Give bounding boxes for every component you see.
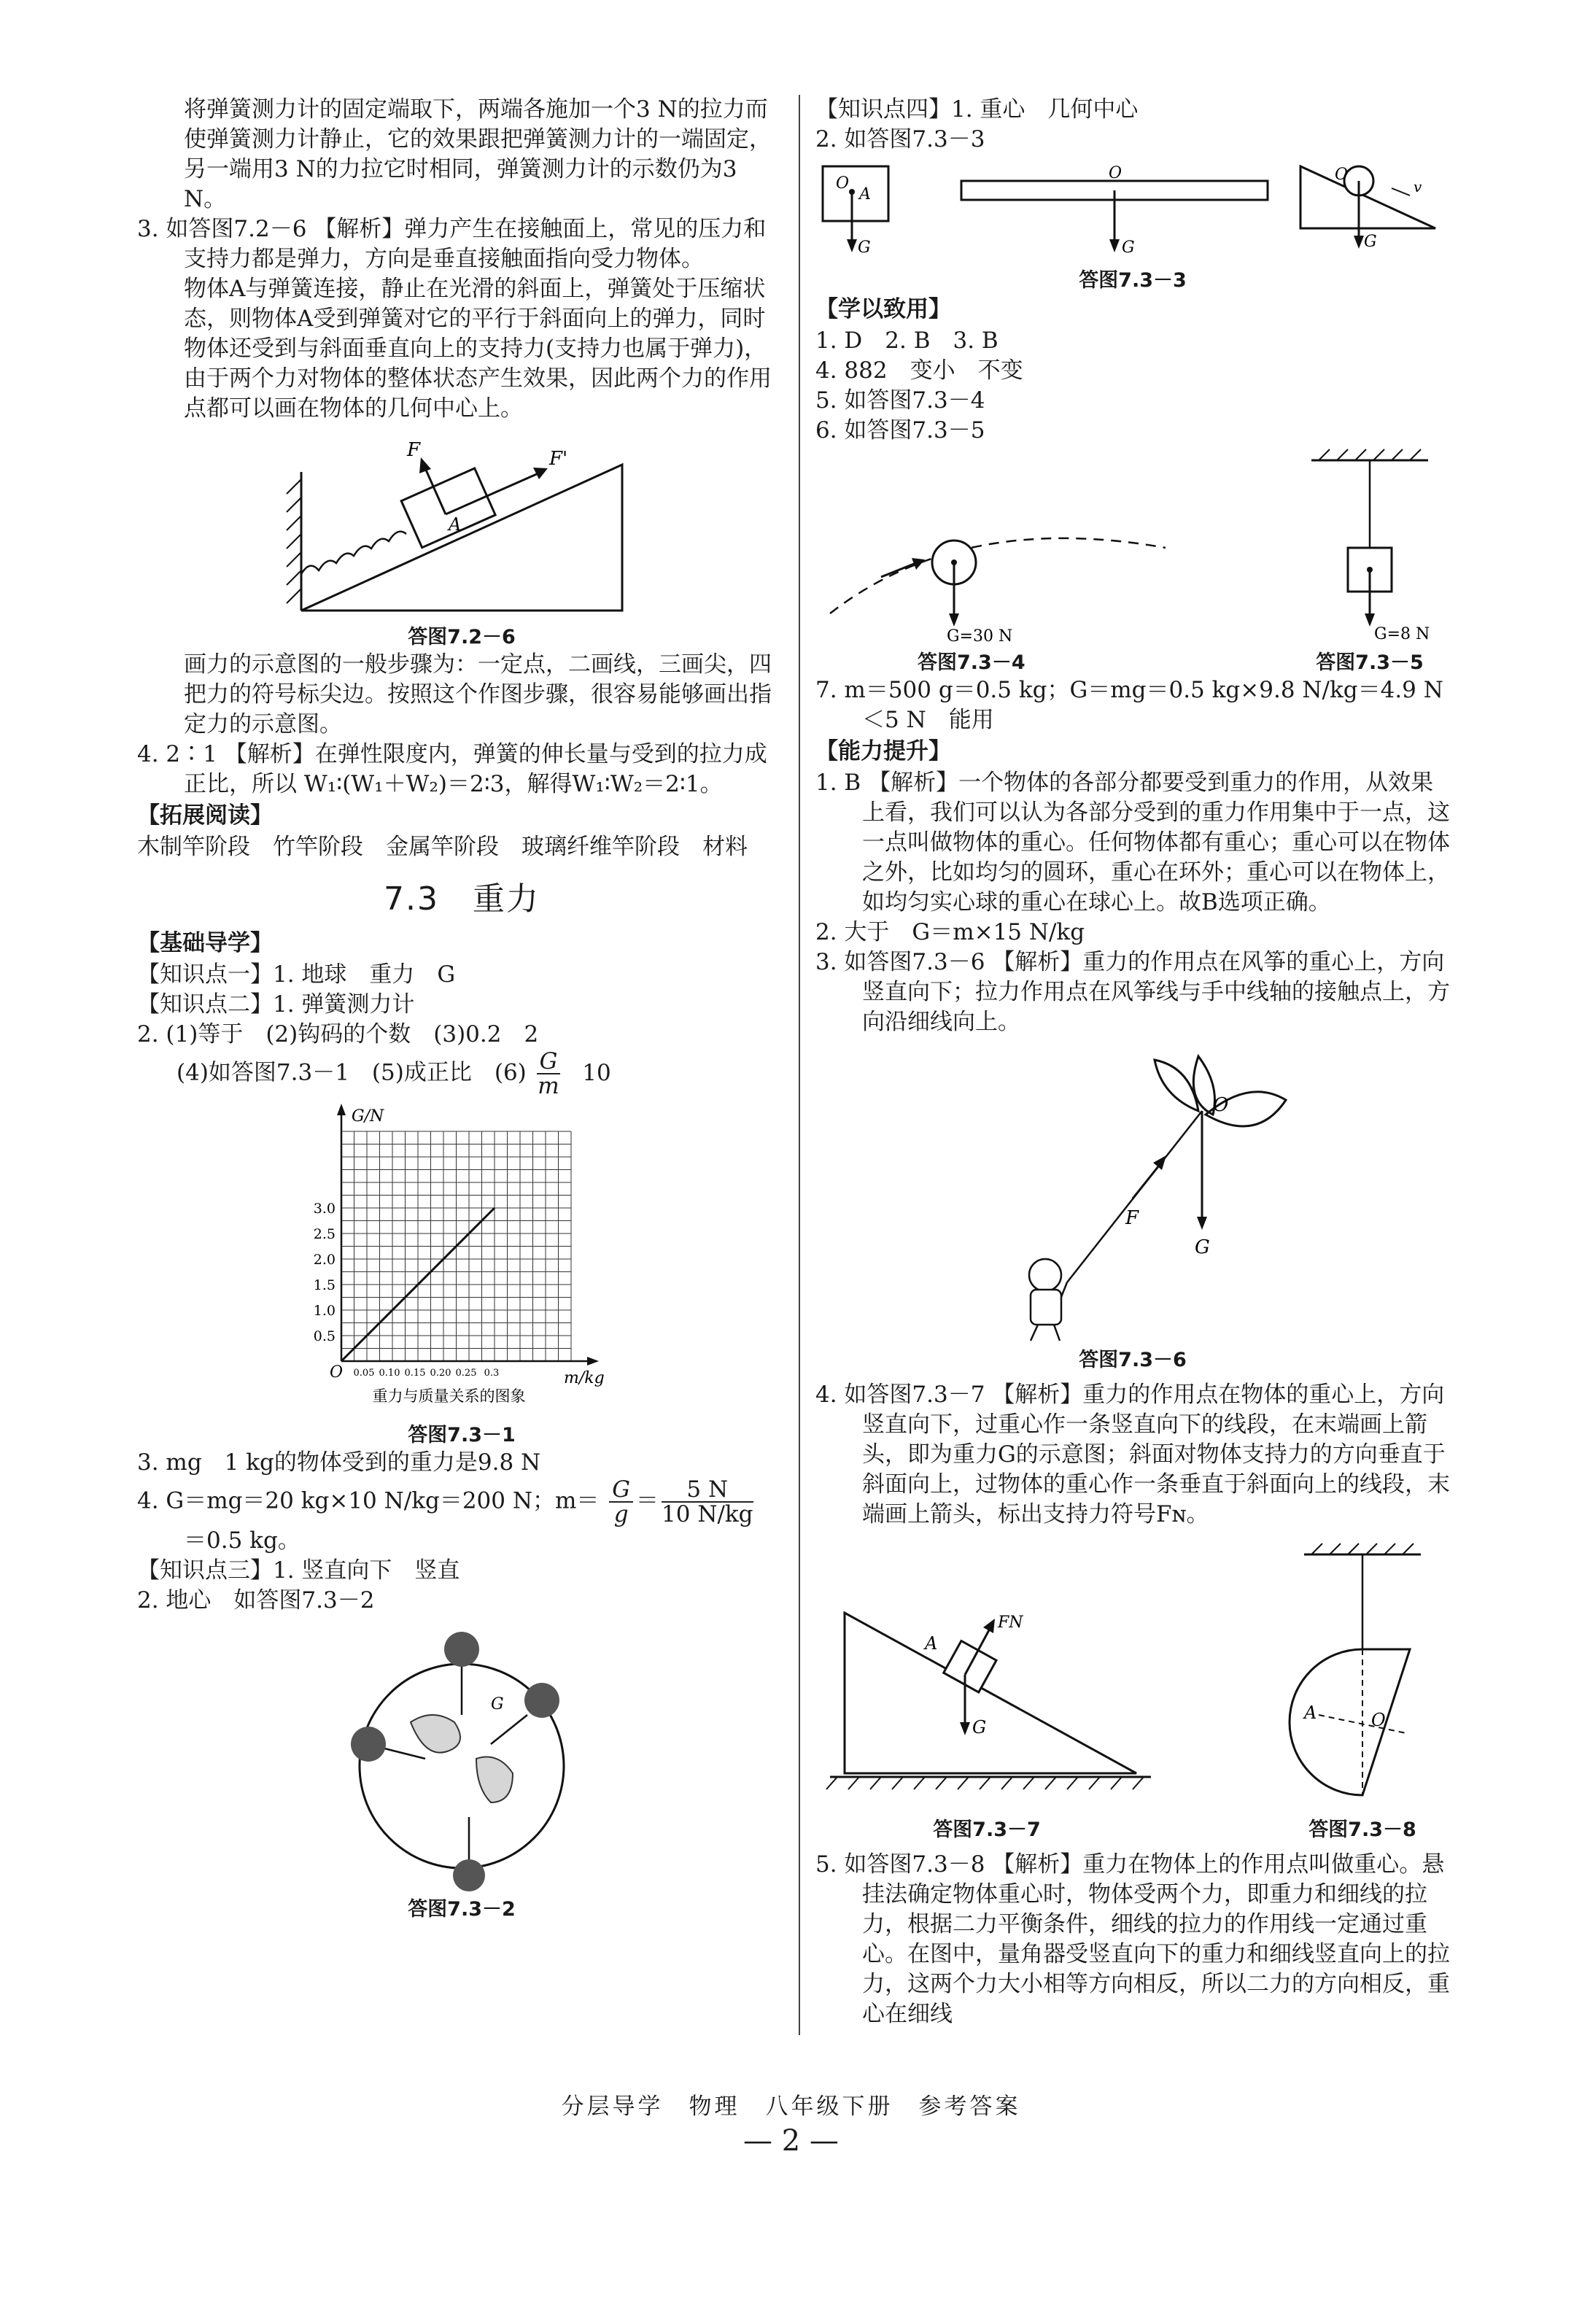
figure-7-3-5-wrap [1290,446,1450,675]
label-A: A [1304,1703,1317,1723]
label-G: G [491,1695,504,1713]
figures-7-3-4-and-5 [815,446,1450,675]
knowledge-point-4: 【知识点四】1. 重心 几何中心 [815,96,1139,123]
figures-7-3-7-and-8 [815,1540,1450,1843]
figure-7-3-4 [815,468,1180,643]
label-O-2: O [1109,164,1122,182]
label-v: v [1414,178,1422,195]
figure-7-3-7 [815,1569,1158,1810]
knowledge-point-2: 【知识点二】1. 弹簧测力计 [137,991,415,1018]
knowledge-point-3: 【知识点三】1. 竖直向下 竖直 [137,1557,460,1584]
kp2-item-2b-text: (4)如答图7.3－1 (5)成正比 (6) [177,1059,527,1086]
kp2-item-2b [137,1050,786,1098]
figure-7-3-6-caption: 答图7.3－6 [1079,1349,1187,1371]
fraction-denominator: m [538,1073,559,1099]
figure-7-2-6-caption: 答图7.2－6 [408,626,516,648]
x-axis-arrow [587,1357,599,1366]
figure-7-3-5-caption: 答图7.3－5 [1316,651,1424,674]
x-tick-label: 0.05 [353,1368,375,1379]
apply-6: 6. 如答图7.3－5 [815,417,985,444]
y-tick-label: 1.5 [313,1277,336,1293]
y-tick-label: 2.5 [313,1226,336,1242]
label-G-3: G [1364,233,1377,251]
kp3-item-2: 2. 地心 如答图7.3－2 [137,1587,375,1614]
label-F: F [407,439,421,461]
label-A: A [449,514,462,535]
figure-7-3-6 [958,1042,1308,1348]
figure-7-3-4-caption: 答图7.3－4 [918,651,1025,674]
figure-7-3-8 [1275,1540,1450,1810]
label-O: O [1213,1094,1229,1116]
fraction-5N-num: 5 N [662,1478,753,1503]
figure-7-3-4-wrap [815,468,1180,675]
left-para-2: 画力的示意图的一般步骤为：一定点，二画线，三画尖，四把力的符号标尖边。按照这个作图步骤，很容易能够画出指定力的示意图。 [184,651,772,737]
extended-reading-text: 木制竿阶段 竹竿阶段 金属竿阶段 玻璃纤维竿阶段 材料 [137,834,748,860]
chart-caption: 答图7.3－1 [408,1424,516,1446]
figure-7-3-3 [815,159,1443,268]
figure-7-3-2-caption: 答图7.3－2 [408,1898,516,1921]
figure-7-3-7-wrap [815,1569,1158,1843]
fraction-G-over-m [537,1050,561,1098]
x-tick-label: 0.25 [455,1368,477,1379]
ability-1: 1. B 【解析】一个物体的各部分都要受到重力的作用，从效果上看，我们可以认为各部分受到的重力作用集中于一点，这一点叫做物体的重心。任何物体都有重心；重心可以在物体之外，比如均匀的圆环，重心在环外；重心可以在物体上，如均匀实心球的重心在球心上。故B选项正确。 [815,770,1450,915]
kp2-item-2b-value: 10 [582,1059,611,1086]
origin-label: O [330,1363,344,1382]
y-tick-label: 2.0 [313,1252,336,1268]
label-O-3: O [1335,166,1349,184]
chart-title: 重力与质量关系的图象 [372,1387,526,1405]
label-O: O [1371,1710,1386,1730]
answer-4-calc-text: 4. G＝mg＝20 kg×10 N/kg＝200 N；m＝ [137,1487,600,1514]
label-G-2: G [1122,239,1135,257]
y-axis-label: G/N [352,1107,384,1126]
label-A: A [925,1633,938,1654]
y-tick-label: 1.0 [313,1303,336,1319]
answer-3: 3. 如答图7.2－6 【解析】弹力产生在接触面上，常见的压力和支持力都是弹力，方向是垂直接触面指向受力物体。 [137,216,767,272]
left-column [137,95,786,1922]
x-axis-label: m/kg [564,1369,605,1387]
apply-5: 5. 如答图7.3－4 [815,387,985,414]
section-title: 7.3 重力 [384,880,540,918]
answer-4-result: ＝0.5 kg。 [184,1527,300,1554]
fraction-5N-over-10 [662,1478,753,1526]
kp4-item-2: 2. 如答图7.3－3 [815,126,985,152]
x-tick-label: 0.10 [379,1368,400,1379]
fraction-G-over-g [609,1478,633,1526]
answer-3-detail: 物体A与弹簧连接，静止在光滑的斜面上，弹簧处于压缩状态，则物体A受到弹簧对它的平行于斜面向上的弹力，同时物体还受到与斜面垂直向上的支持力(支持力也属于弹力)，由于两个力对物体的整体状态产生效果，因此两个力的作用点都可以画在物体的几何中心上。 [184,276,772,422]
label-FN: FN [998,1614,1023,1632]
extended-reading-heading: 【拓展阅读】 [137,802,273,829]
figure-7-3-8-caption: 答图7.3－8 [1308,1818,1416,1841]
label-A-1: A [859,185,871,204]
apply-4: 4. 882 变小 不变 [815,357,1023,384]
label-G-1: G [858,239,871,257]
answer-3-mg: 3. mg 1 kg的物体受到的重力是9.8 N [137,1449,541,1476]
apply-7: 7. m＝500 g＝0.5 kg；G＝mg＝0.5 kg×9.8 N/kg＝4.9 N＜5 N 能用 [815,677,1443,733]
fraction-10-den: 10 N/kg [662,1501,753,1527]
figure-7-3-7-caption: 答图7.3－7 [933,1818,1041,1841]
answer-4-calc: 4. G＝mg＝20 kg×10 N/kg＝200 N；m＝ $\frac{G}{g}$ ＝ $\frac{5 N}{10 N/kg}$ [137,1476,753,1527]
gravity-mass-chart [301,1102,622,1423]
fraction-g-den: g [613,1501,629,1527]
knowledge-point-1: 【知识点一】1. 地球 重力 G [137,961,456,988]
label-G-8N: G=8 N [1374,625,1430,643]
y-axis-arrow [337,1104,346,1115]
figure-7-3-5 [1290,446,1450,643]
apply-heading: 【学以致用】 [815,296,951,322]
ability-5: 5. 如答图7.3－8 【解析】重力在物体上的作用点叫做重心。悬挂法确定物体重心时，物体受两个力，即重力和细线的拉力，根据二力平衡条件，细线的拉力的作用线一定通过重心。在图中，量角器受竖直向下的重力和细线竖直向上的拉力，这两个力大小相等方向相反，所以二力的方向相反，重心在细线 [815,1851,1450,2027]
label-G: G [972,1717,987,1738]
label-F: F [1125,1207,1139,1229]
fraction-numerator: G [537,1050,561,1074]
ability-2: 2. 大于 G＝m×15 N/kg [815,919,1085,945]
fraction-G-num: G [609,1478,633,1503]
footer-title: 分层导学 物理 八年级下册 参考答案 [561,2093,1021,2120]
label-O-1: O [836,174,850,193]
label-G-30N: G=30 N [947,627,1013,643]
apply-1-3: 1. D 2. B 3. B [815,328,999,354]
figure-7-2-6 [257,428,666,625]
x-tick-label: 0.15 [404,1368,426,1379]
kp2-item-2a: 2. (1)等于 (2)钩码的个数 (3)0.2 2 [137,1021,539,1047]
page-number: — 2 — [743,2124,839,2158]
ability-4: 4. 如答图7.3－7 【解析】重力的作用点在物体的重心上，方向竖直向下，过重心作一条竖直向下的线段，在末端画上箭头，即为重力G的示意图；斜面对物体支持力的方向垂直于斜面向上，过物体的重心作一条垂直于斜面向上的线段，末端画上箭头，标出支持力符号Fɴ。 [815,1382,1450,1527]
ability-3: 3. 如答图7.3－6 【解析】重力的作用点在风筝的重心上，方向竖直向下；拉力作用点在风筝线与手中线轴的接触点上，方向沿细线向上。 [815,949,1450,1035]
label-G: G [1195,1236,1210,1258]
x-tick-label: 0.3 [484,1368,500,1379]
ability-heading: 【能力提升】 [815,738,951,764]
x-tick-label: 0.20 [430,1368,451,1379]
right-column [815,95,1450,2029]
label-F-prime: F' [549,448,568,470]
figure-7-3-8-wrap [1275,1540,1450,1843]
column-divider [799,95,800,2035]
y-tick-label: 0.5 [313,1328,336,1344]
answer-4: 4. 2∶1 【解析】在弹性限度内，弹簧的伸长量与受到的拉力成正比，所以 W₁∶(W₁＋W₂)＝2∶3，解得W₁∶W₂＝2∶1。 [137,741,767,797]
figure-7-3-3-caption: 答图7.3－3 [1079,269,1187,292]
left-para-1: 将弹簧测力计的固定端取下，两端各施加一个3 N的拉力而使弹簧测力计静止，它的效果跟把弹簧测力计的一端固定，另一端用3 N的力拉它时相同，弹簧测力计的示数仍为3 N。 [184,96,772,212]
basic-heading: 【基础导学】 [137,930,273,956]
y-tick-label: 3.0 [313,1201,336,1217]
figure-7-3-2 [323,1620,600,1897]
